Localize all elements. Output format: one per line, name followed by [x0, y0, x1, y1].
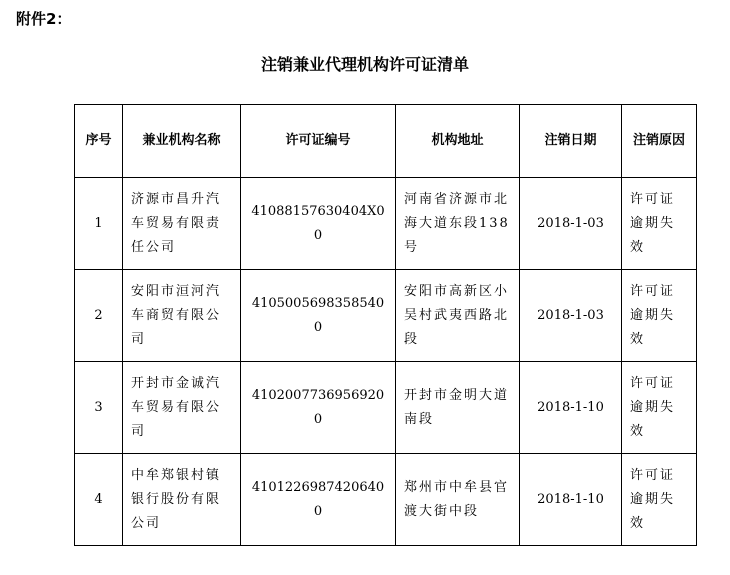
cell-license: 41020077369569200	[241, 362, 396, 454]
cell-address: 河南省济源市北海大道东段138号	[396, 178, 520, 270]
header-date: 注销日期	[520, 105, 622, 178]
cell-no: 4	[75, 454, 123, 546]
attachment-label: 附件2：	[16, 10, 72, 28]
cell-address: 开封市金明大道南段	[396, 362, 520, 454]
header-license: 许可证编号	[241, 105, 396, 178]
table-row	[75, 362, 697, 454]
cell-name: 中牟郑银村镇银行股份有限公司	[123, 454, 241, 546]
cell-name: 济源市昌升汽车贸易有限责任公司	[123, 178, 241, 270]
table-header-row	[75, 105, 697, 178]
document-title: 注销兼业代理机构许可证清单	[260, 55, 469, 74]
cell-reason: 许可证逾期失效	[622, 178, 697, 270]
cell-license: 41050056983585400	[241, 270, 396, 362]
header-name: 兼业机构名称	[123, 105, 241, 178]
cell-name: 开封市金诚汽车贸易有限公司	[123, 362, 241, 454]
cell-no: 2	[75, 270, 123, 362]
cell-reason: 许可证逾期失效	[622, 362, 697, 454]
cell-date: 2018-1-10	[520, 454, 622, 546]
cell-date: 2018-1-10	[520, 362, 622, 454]
cell-date: 2018-1-03	[520, 270, 622, 362]
table-row	[75, 178, 697, 270]
cell-name: 安阳市洹河汽车商贸有限公司	[123, 270, 241, 362]
cell-license: 41012269874206400	[241, 454, 396, 546]
cell-no: 3	[75, 362, 123, 454]
table-row	[75, 270, 697, 362]
header-no: 序号	[75, 105, 123, 178]
header-reason: 注销原因	[622, 105, 697, 178]
revoked-license-table	[74, 104, 697, 546]
cell-address: 郑州市中牟县官渡大街中段	[396, 454, 520, 546]
table-row	[75, 454, 697, 546]
cell-date: 2018-1-03	[520, 178, 622, 270]
cell-reason: 许可证逾期失效	[622, 270, 697, 362]
cell-no: 1	[75, 178, 123, 270]
cell-license: 41088157630404X00	[241, 178, 396, 270]
cell-reason: 许可证逾期失效	[622, 454, 697, 546]
cell-address: 安阳市高新区小吴村武夷西路北段	[396, 270, 520, 362]
header-address: 机构地址	[396, 105, 520, 178]
